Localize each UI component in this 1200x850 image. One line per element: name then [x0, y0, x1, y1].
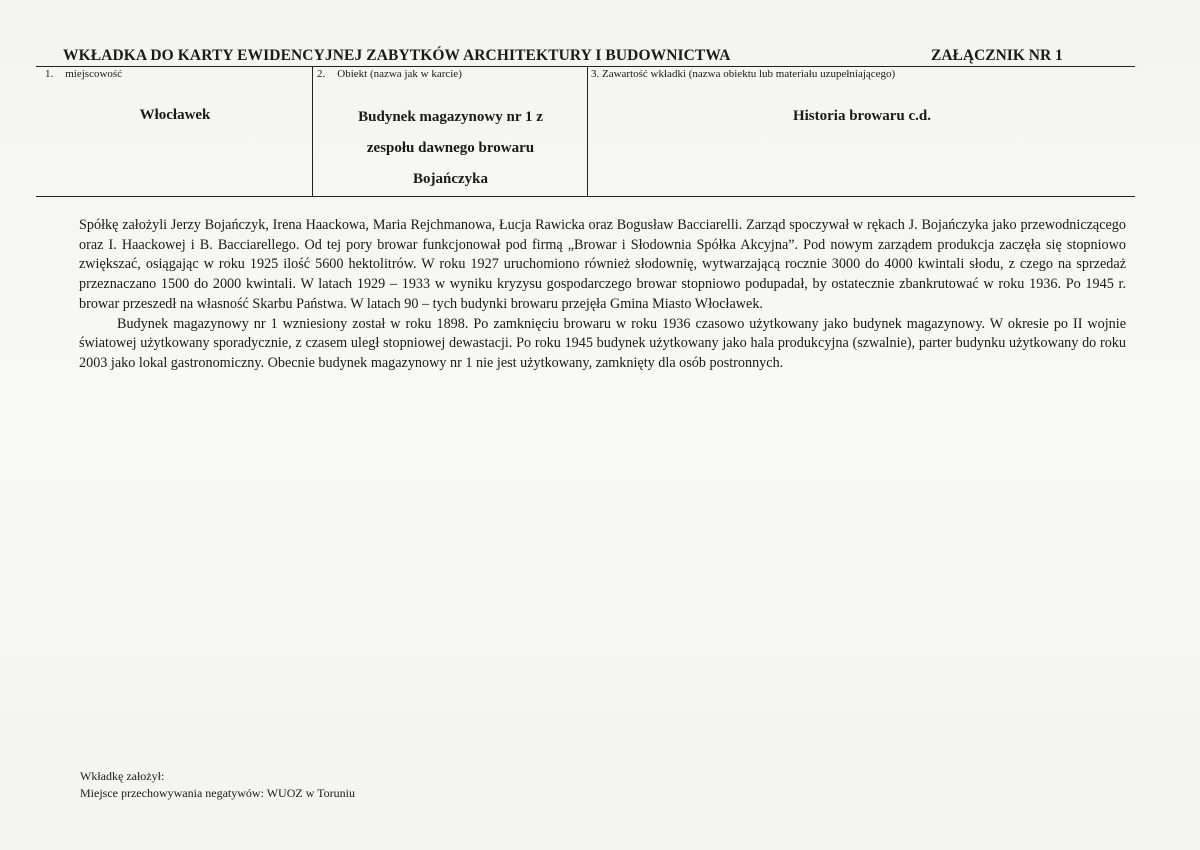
field-locality-value: Włocławek [139, 107, 211, 123]
paragraph-building: Budynek magazynowy nr 1 wzniesiony został w roku 1898. Po zamknięciu browaru w roku 1936 czasowo użytkowany jako budynek magazynowy. W okresie po II wojnie światowej użytkowany sporadycznie, z czasem uległ stopniowej dewastacji. Po roku 1945 budynek użytkowany jako hala produkcyjna (szwalnie), parter budynku użytkowany do roku 2003 jako lokal gastronomiczny. Obecnie budynek magazynowy nr 1 nie jest użytkowany, zamknięty dla osób postronnych. [79, 315, 1126, 371]
field-contents-value: Historia browaru c.d. [792, 108, 932, 124]
body-text [79, 216, 1126, 374]
field-locality-label [45, 68, 122, 80]
created-by-line: Wkładkę założył: [80, 769, 165, 783]
column-divider-1 [312, 66, 313, 197]
object-name-line: zespołu dawnego browaru [366, 140, 535, 156]
field-number: 3. [591, 68, 600, 80]
header-bottom-rule [36, 196, 1135, 197]
object-name-line: Bojańczyka [413, 171, 488, 187]
field-label-text: Obiekt (nazwa jak w karcie) [337, 68, 462, 80]
field-contents-label [591, 68, 895, 80]
paragraph-history: Spółkę założyli Jerzy Bojańczyk, Irena Haackowa, Maria Rejchmanowa, Łucja Rawicka oraz Bogusław Bacciarelli. Zarząd spoczywał w rękach J. Bojańczyka jako przewodniczącego oraz I. Haackowej i B. Bacciarellego. Od tej pory browar funkcjonował pod firmą „Browar i Słodownia Spółka Akcyjna”. Pod nowym zarządem produkcja zaczęła się stopniowo zwiększać, osiągając w roku 1925 ilość 5600 hektolitrów. W roku 1927 uruchomiono również słodownię, wytwarzającą rocznie 3000 do 4000 kwintali słodu, z czego na sprzedaż przeznaczano 1500 do 2000 kwintali. W latach 1929 – 1933 w wyniku kryzysu gospodarczego browar stopniowo podupadał, by ostatecznie zbankrutować w roku 1936. Po 1945 r. browar przeszedł na własność Skarbu Państwa. W latach 90 – tych budynki browaru przejęła Gmina Miasto Włocławek. [79, 217, 1126, 312]
field-number: 2. [317, 68, 326, 80]
document-title: WKŁADKA DO KARTY EWIDENCYJNEJ ZABYTKÓW ARCHITEKTURY I BUDOWNICTWA [63, 47, 731, 64]
negatives-location-line: Miejsce przechowywania negatywów: WUOZ w Toruniu [80, 786, 355, 800]
field-label-text: miejscowość [65, 68, 123, 80]
field-object-value [314, 102, 587, 195]
field-label-text: Zawartość wkładki (nazwa obiektu lub materiału uzupełniającego) [602, 68, 896, 80]
column-divider-2 [587, 66, 588, 197]
field-object-label [317, 68, 462, 80]
object-name-line: Budynek magazynowy nr 1 z [358, 109, 543, 125]
footer [80, 768, 355, 802]
field-number: 1. [45, 68, 54, 80]
annex-number: ZAŁĄCZNIK NR 1 [931, 47, 1063, 64]
header-top-rule [36, 66, 1135, 67]
